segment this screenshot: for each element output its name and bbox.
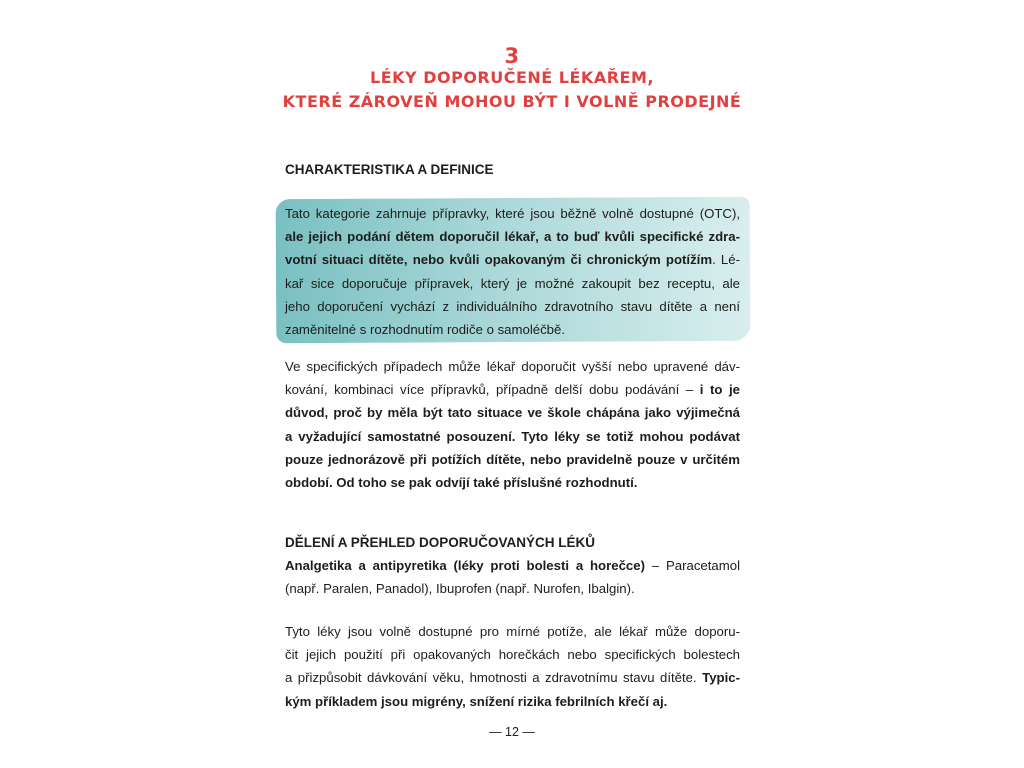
bold-text: ale jejich podání dětem doporučil lékař, a to buď kvůli specifické zdra- — [285, 229, 740, 245]
text-line — [285, 202, 740, 225]
text-line — [285, 690, 740, 713]
bold-text: důvod, proč by měla být tato situace ve škole chápána jako výjimečná — [285, 405, 740, 421]
bold-text: votní situaci dítěte, nebo kvůli opakovaným či chronickým potížím — [285, 252, 713, 268]
text-line — [285, 401, 740, 424]
text: a přizpůsobit dávkování věku, hmotnosti a zdravotnímu stavu dítěte. — [285, 670, 703, 686]
text: – Paracetamol — [644, 558, 740, 573]
text: Tato kategorie zahrnuje přípravky, které jsou běžně volně dostupné (OTC), — [285, 206, 740, 221]
text-line — [285, 355, 740, 378]
text-line — [285, 318, 740, 341]
bold-text: i to je — [699, 382, 740, 398]
bold-text: a vyžadující samostatné posouzení. Tyto léky se totiž mohou podávat — [285, 428, 740, 444]
text: kování, kombinaci více přípravků, případně delší dobu podávání – — [285, 382, 700, 398]
highlighted-paragraph — [285, 202, 740, 341]
text-line — [285, 471, 740, 494]
bold-text: pouze jednorázově při potížích dítěte, nebo pravidelně pouze v určitém — [285, 451, 740, 467]
bold-text: období. Od toho se pak odvíjí také příslušné rozhodnutí. — [285, 474, 638, 490]
paragraph-analgetics — [285, 554, 740, 600]
text: Ve specifických případech může lékař doporučit vyšší nebo upravené dáv- — [285, 359, 740, 374]
page-number: — 12 — — [489, 725, 535, 739]
text-line — [285, 295, 740, 318]
text-line — [285, 248, 740, 271]
text-line — [285, 643, 740, 666]
text-line — [285, 620, 740, 643]
paragraph — [285, 355, 740, 494]
text-line — [285, 577, 740, 600]
text-line — [285, 666, 740, 689]
text-line — [285, 225, 740, 248]
chapter-title-line-2: KTERÉ ZÁROVEŇ MOHOU BÝT I VOLNĚ PRODEJNÉ — [282, 92, 742, 111]
section-heading-overview: DĚLENÍ A PŘEHLED DOPORUČOVANÝCH LÉKŮ — [285, 535, 596, 550]
bold-text: Analgetika a antipyretika (léky proti bolesti a horečce) — [285, 558, 645, 573]
text: kař sice doporučuje přípravek, který je možné zakoupit bez receptu, ale — [285, 275, 740, 291]
text: čit jejich použití při opakovaných horečkách nebo specifických bolestech — [285, 647, 740, 663]
text: zaměnitelné s rozhodnutím rodiče o samoléčbě. — [285, 321, 566, 337]
text: . Lé- — [712, 252, 740, 268]
paragraph — [285, 620, 740, 713]
text: (např. Paralen, Panadol), Ibuprofen (např. Nurofen, Ibalgin). — [285, 581, 635, 597]
text: jeho doporučení vychází z individuálního zdravotního stavu dítěte a není — [285, 298, 740, 314]
text-line — [285, 554, 740, 577]
text-line — [285, 378, 740, 401]
bold-text: kým příkladem jsou migrény, snížení rizika febrilních křečí aj. — [285, 693, 668, 709]
chapter-title-line-1: LÉKY DOPORUČENÉ LÉKAŘEM, — [370, 68, 654, 87]
text: Tyto léky jsou volně dostupné pro mírné potíže, ale lékař může doporu- — [285, 624, 740, 639]
chapter-number: 3 — [504, 44, 520, 68]
bold-text: Typic- — [702, 670, 740, 686]
text-line — [285, 425, 740, 448]
section-heading-characteristics: CHARAKTERISTIKA A DEFINICE — [285, 162, 494, 177]
text-line — [285, 448, 740, 471]
text-line — [285, 272, 740, 295]
